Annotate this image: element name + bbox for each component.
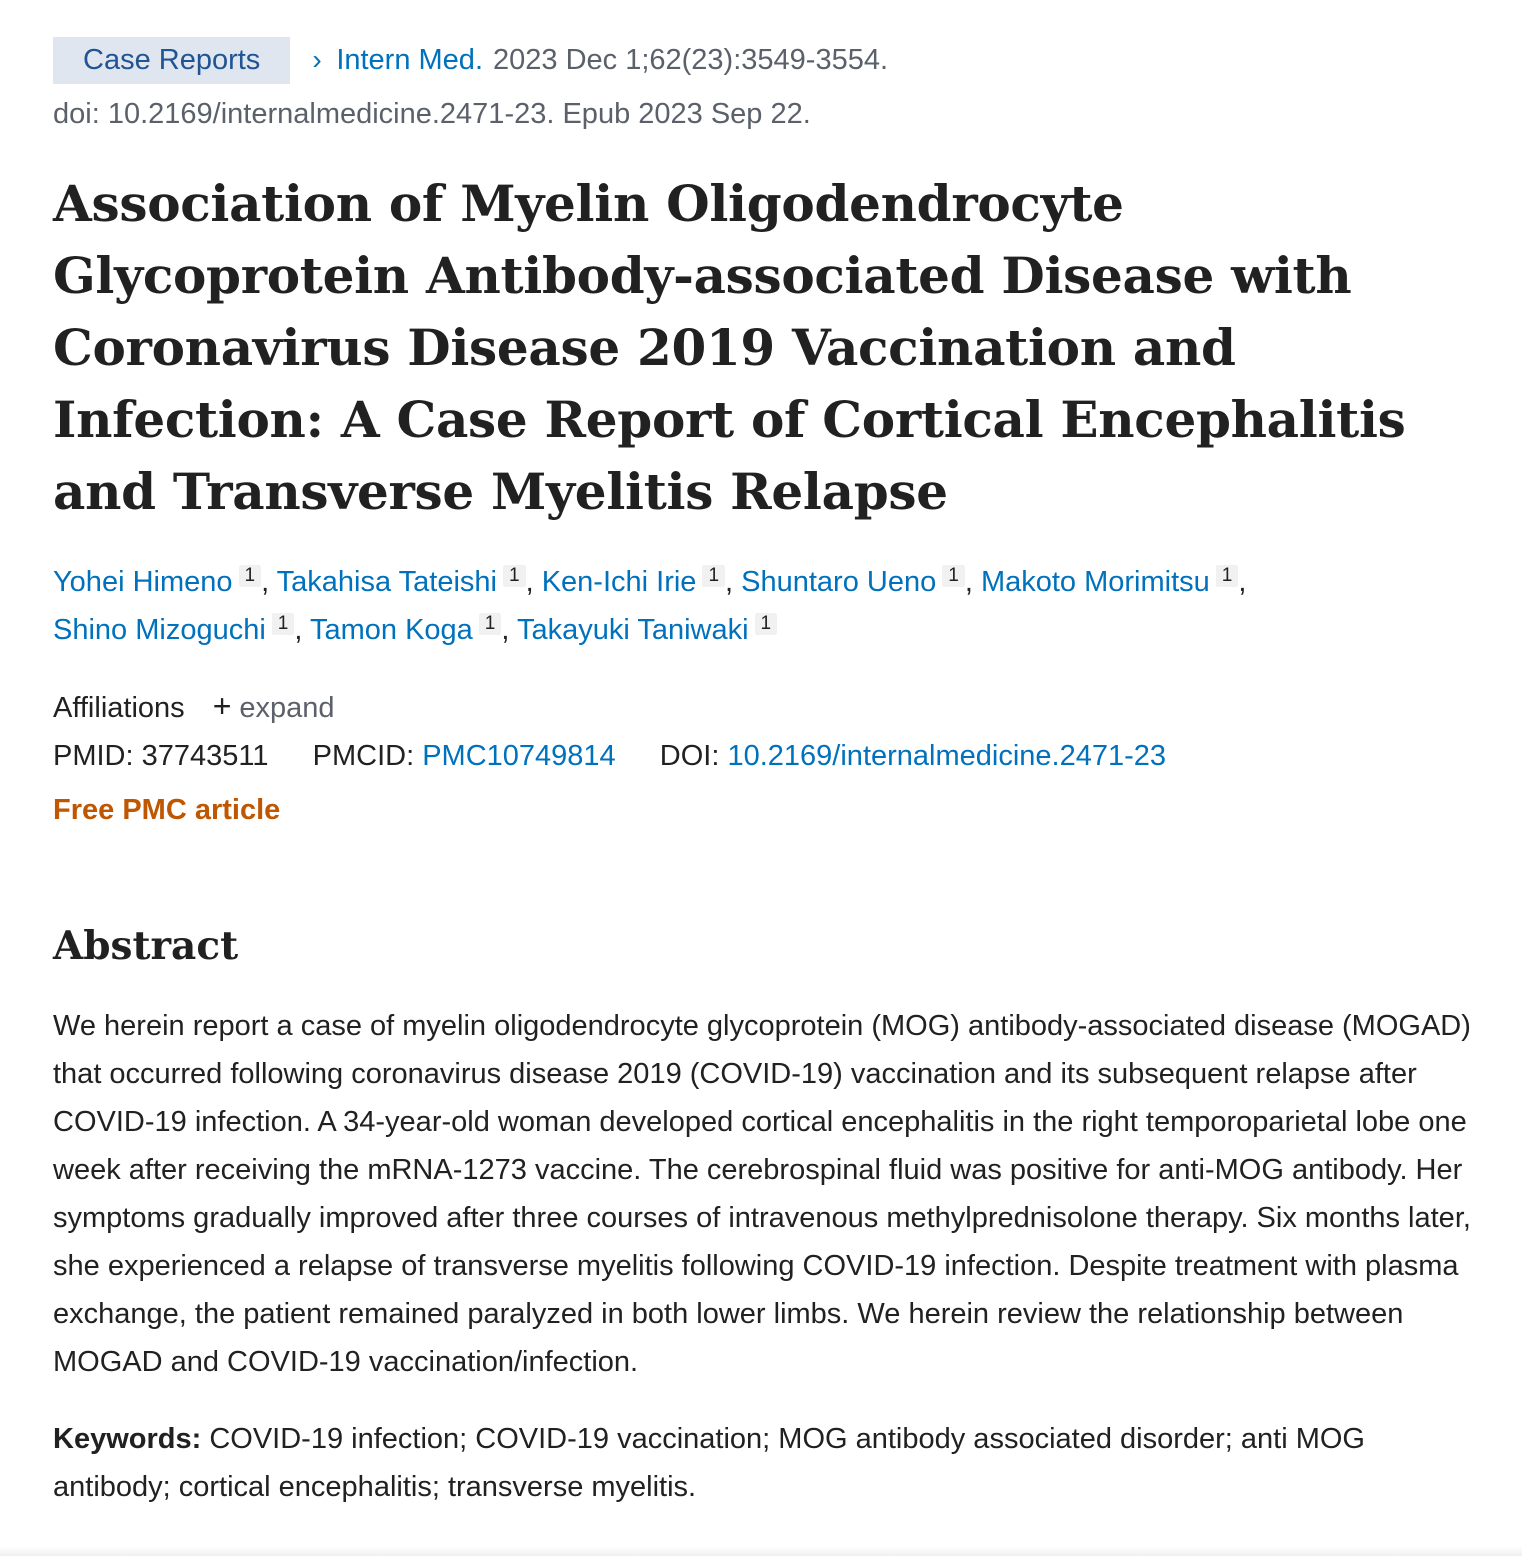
author-item: Makoto Morimitsu 1 , (980, 565, 1247, 598)
author-link[interactable]: Tamon Koga (309, 614, 473, 646)
doi-label: DOI: (659, 740, 720, 772)
keywords-text: COVID-19 infection; COVID-19 vaccination; MOG antibody associated disorder; anti MOG antibody; cortical encephalitis; transverse myelitis. (53, 1423, 1365, 1504)
pmcid-label: PMCID: (312, 740, 415, 772)
keywords-label: Keywords: (53, 1423, 202, 1456)
author-link[interactable]: Yohei Himeno (53, 566, 233, 598)
abstract-text: We herein report a case of myelin oligodendrocyte glycoprotein (MOG) antibody-associated disease (MOGAD) that occurred following coronavirus disease 2019 (COVID-19) vaccination and its subsequent relapse after COVID-19 infection. A 34-year-old woman developed cortical encephalitis in the right temporoparietal lobe one week after receiving the mRNA-1273 vaccine. The cerebrospinal fluid was positive for anti-MOG antibody. Her symptoms gradually improved after three courses of intravenous methylprednisolone therapy. Six months later, she experienced a relapse of transverse myelitis following COVID-19 infection. Despite treatment with plasma exchange, the patient remained paralyzed in both lower limbs. We herein review the relationship between MOGAD and COVID-19 vaccination/infection. (53, 1010, 1471, 1379)
expand-label: expand (239, 692, 335, 724)
pmcid-link[interactable]: PMC10749814 (422, 740, 616, 772)
author-item: Ken-Ichi Irie 1 , (541, 565, 742, 598)
abstract-heading: Abstract (53, 923, 239, 969)
affiliation-number[interactable]: 1 (479, 613, 502, 635)
pmid-label: PMID: (53, 740, 134, 772)
author-link[interactable]: Takayuki Taniwaki (516, 614, 749, 646)
affiliation-number[interactable]: 1 (755, 613, 778, 635)
affiliation-number[interactable]: 1 (239, 565, 262, 587)
author-item: Yohei Himeno 1 , (53, 565, 277, 598)
affiliations-expand-button[interactable] (212, 688, 335, 724)
bottom-edge-shadow (0, 1546, 1522, 1556)
author-item: Shino Mizoguchi 1 , (53, 613, 310, 646)
author-link[interactable]: Makoto Morimitsu (980, 566, 1210, 598)
citation-text: 2023 Dec 1;62(23):3549-3554. (493, 43, 889, 76)
publication-type-badge[interactable]: Case Reports (53, 37, 290, 84)
article-page (53, 36, 1493, 1511)
author-item: Takahisa Tateishi 1 , (276, 565, 542, 598)
doi-link[interactable]: 10.2169/internalmedicine.2471-23 (727, 740, 1167, 772)
plus-icon: + (212, 688, 232, 724)
affiliation-number[interactable]: 1 (272, 613, 295, 635)
affiliations-label: Affiliations (53, 692, 185, 724)
affiliation-number[interactable]: 1 (1216, 565, 1239, 587)
author-item (517, 614, 777, 646)
author-link[interactable]: Shino Mizoguchi (53, 614, 266, 646)
keywords (53, 1415, 1473, 1511)
free-pmc-article-link[interactable]: Free PMC article (53, 794, 281, 826)
author-item: Shuntaro Ueno 1 , (741, 565, 981, 598)
author-link[interactable]: Takahisa Tateishi (276, 566, 497, 598)
doi-epub-line: doi: 10.2169/internalmedicine.2471-23. Epub 2023 Sep 22. (53, 98, 811, 130)
affiliation-number[interactable]: 1 (702, 565, 725, 587)
citation-line (53, 36, 1493, 84)
author-link[interactable]: Shuntaro Ueno (741, 566, 937, 598)
identifiers-row (53, 734, 1493, 778)
author-item: Tamon Koga 1 , (309, 613, 517, 646)
author-list (53, 558, 1473, 654)
article-title: Association of Myelin Oligodendrocyte Glycoprotein Antibody-associated Disease with Coronavirus Disease 2019 Vaccination and Infection: A Case Report of Cortical Encephalitis and Transverse Myelitis Relapse (53, 174, 1406, 521)
chevron-right-icon: › (312, 44, 322, 75)
affiliation-number[interactable]: 1 (503, 565, 526, 587)
affiliation-number[interactable]: 1 (942, 565, 965, 587)
author-link[interactable]: Ken-Ichi Irie (541, 566, 697, 598)
journal-link[interactable]: Intern Med. (336, 43, 483, 76)
affiliations-row (53, 684, 1493, 728)
pmid-value: 37743511 (141, 740, 269, 772)
